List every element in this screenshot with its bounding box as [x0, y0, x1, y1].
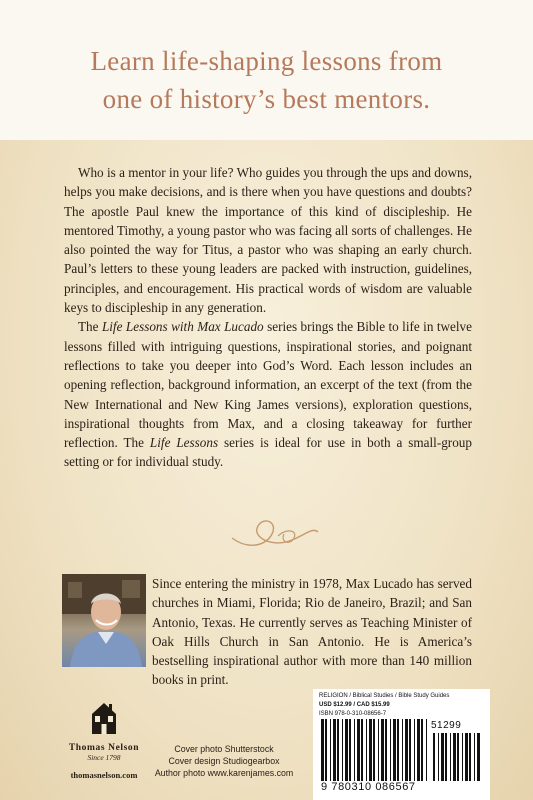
bisac-category: RELIGION / Biblical Studies / Bible Study Guides [319, 693, 450, 699]
addon-bars [433, 733, 483, 781]
isbn-label: ISBN 978-0-310-08656-7 [319, 711, 387, 717]
addon-number: 51299 [431, 720, 462, 731]
flourish-ornament [228, 512, 322, 556]
p2-text-a: The [78, 319, 102, 335]
description-paragraph-2 [64, 317, 472, 471]
series-title-short: Life Lessons [149, 435, 219, 451]
price-label: USD $12.99 / CAD $15.99 [319, 702, 390, 708]
publisher-url[interactable]: thomasnelson.com [70, 770, 138, 780]
p2-text-b: series brings the Bible to life in twelve lessons filled with intriguing questions, inspirational stories, and poignant reflections to take you deeper into God’s Word. Each lesson includes an opening reflection, background information, an excerpt of the text (from the New International and New King James versions), exploration questions, inspirational thoughts from Max, and a closing takeaway for further reflection. The [64, 319, 472, 451]
p2-text-c: series is ideal for use in both a small-group setting or for individual study. [64, 435, 472, 470]
barcode-bars [321, 719, 429, 781]
publisher-since: Since 1798 [87, 753, 121, 762]
house-icon [89, 700, 119, 736]
headline [0, 42, 533, 118]
headline-line-2: one of history’s best mentors. [102, 84, 431, 114]
barcode-number: 9 780310 086567 [321, 781, 416, 793]
series-title: Life Lessons with Max Lucado [101, 319, 264, 335]
publisher-name: Thomas Nelson [68, 743, 140, 753]
headline-line-1: Learn life-shaping lessons from [90, 46, 443, 76]
barcode-panel [313, 689, 490, 800]
description [64, 163, 472, 472]
description-paragraph-1: Who is a mentor in your life? Who guides you through the ups and downs, helps you make decisions, and is there when you have questions and doubts? The apostle Paul knew the importance of this kind of discipleship. He mentored Timothy, a young pastor who was facing all sorts of challenges. He also pointed the way for Titus, a pastor who was shaping an early church. Paul’s letters to these young leaders are packed with instruction, guidelines, principles, and encouragement. His practical words of wisdom are valuable keys to discipleship in any generation. [64, 165, 472, 316]
credit-author-photo: Author photo www.karenjames.com [154, 768, 294, 779]
cover-credits [150, 743, 298, 780]
publisher-logo [62, 700, 146, 762]
author-photo [62, 574, 146, 667]
credit-design: Cover design Studiogearbox [168, 756, 280, 767]
author-bio: Since entering the ministry in 1978, Max Lucado has served churches in Miami, Florida; Rio de Janeiro, Brazil; and San Antonio, Texas. He currently serves as Teaching Minister of Oak Hills Church in San Antonio. He is America’s bestselling inspirational author with more than 140 million books in print. [152, 576, 472, 688]
credit-photo: Cover photo Shutterstock [174, 744, 274, 754]
